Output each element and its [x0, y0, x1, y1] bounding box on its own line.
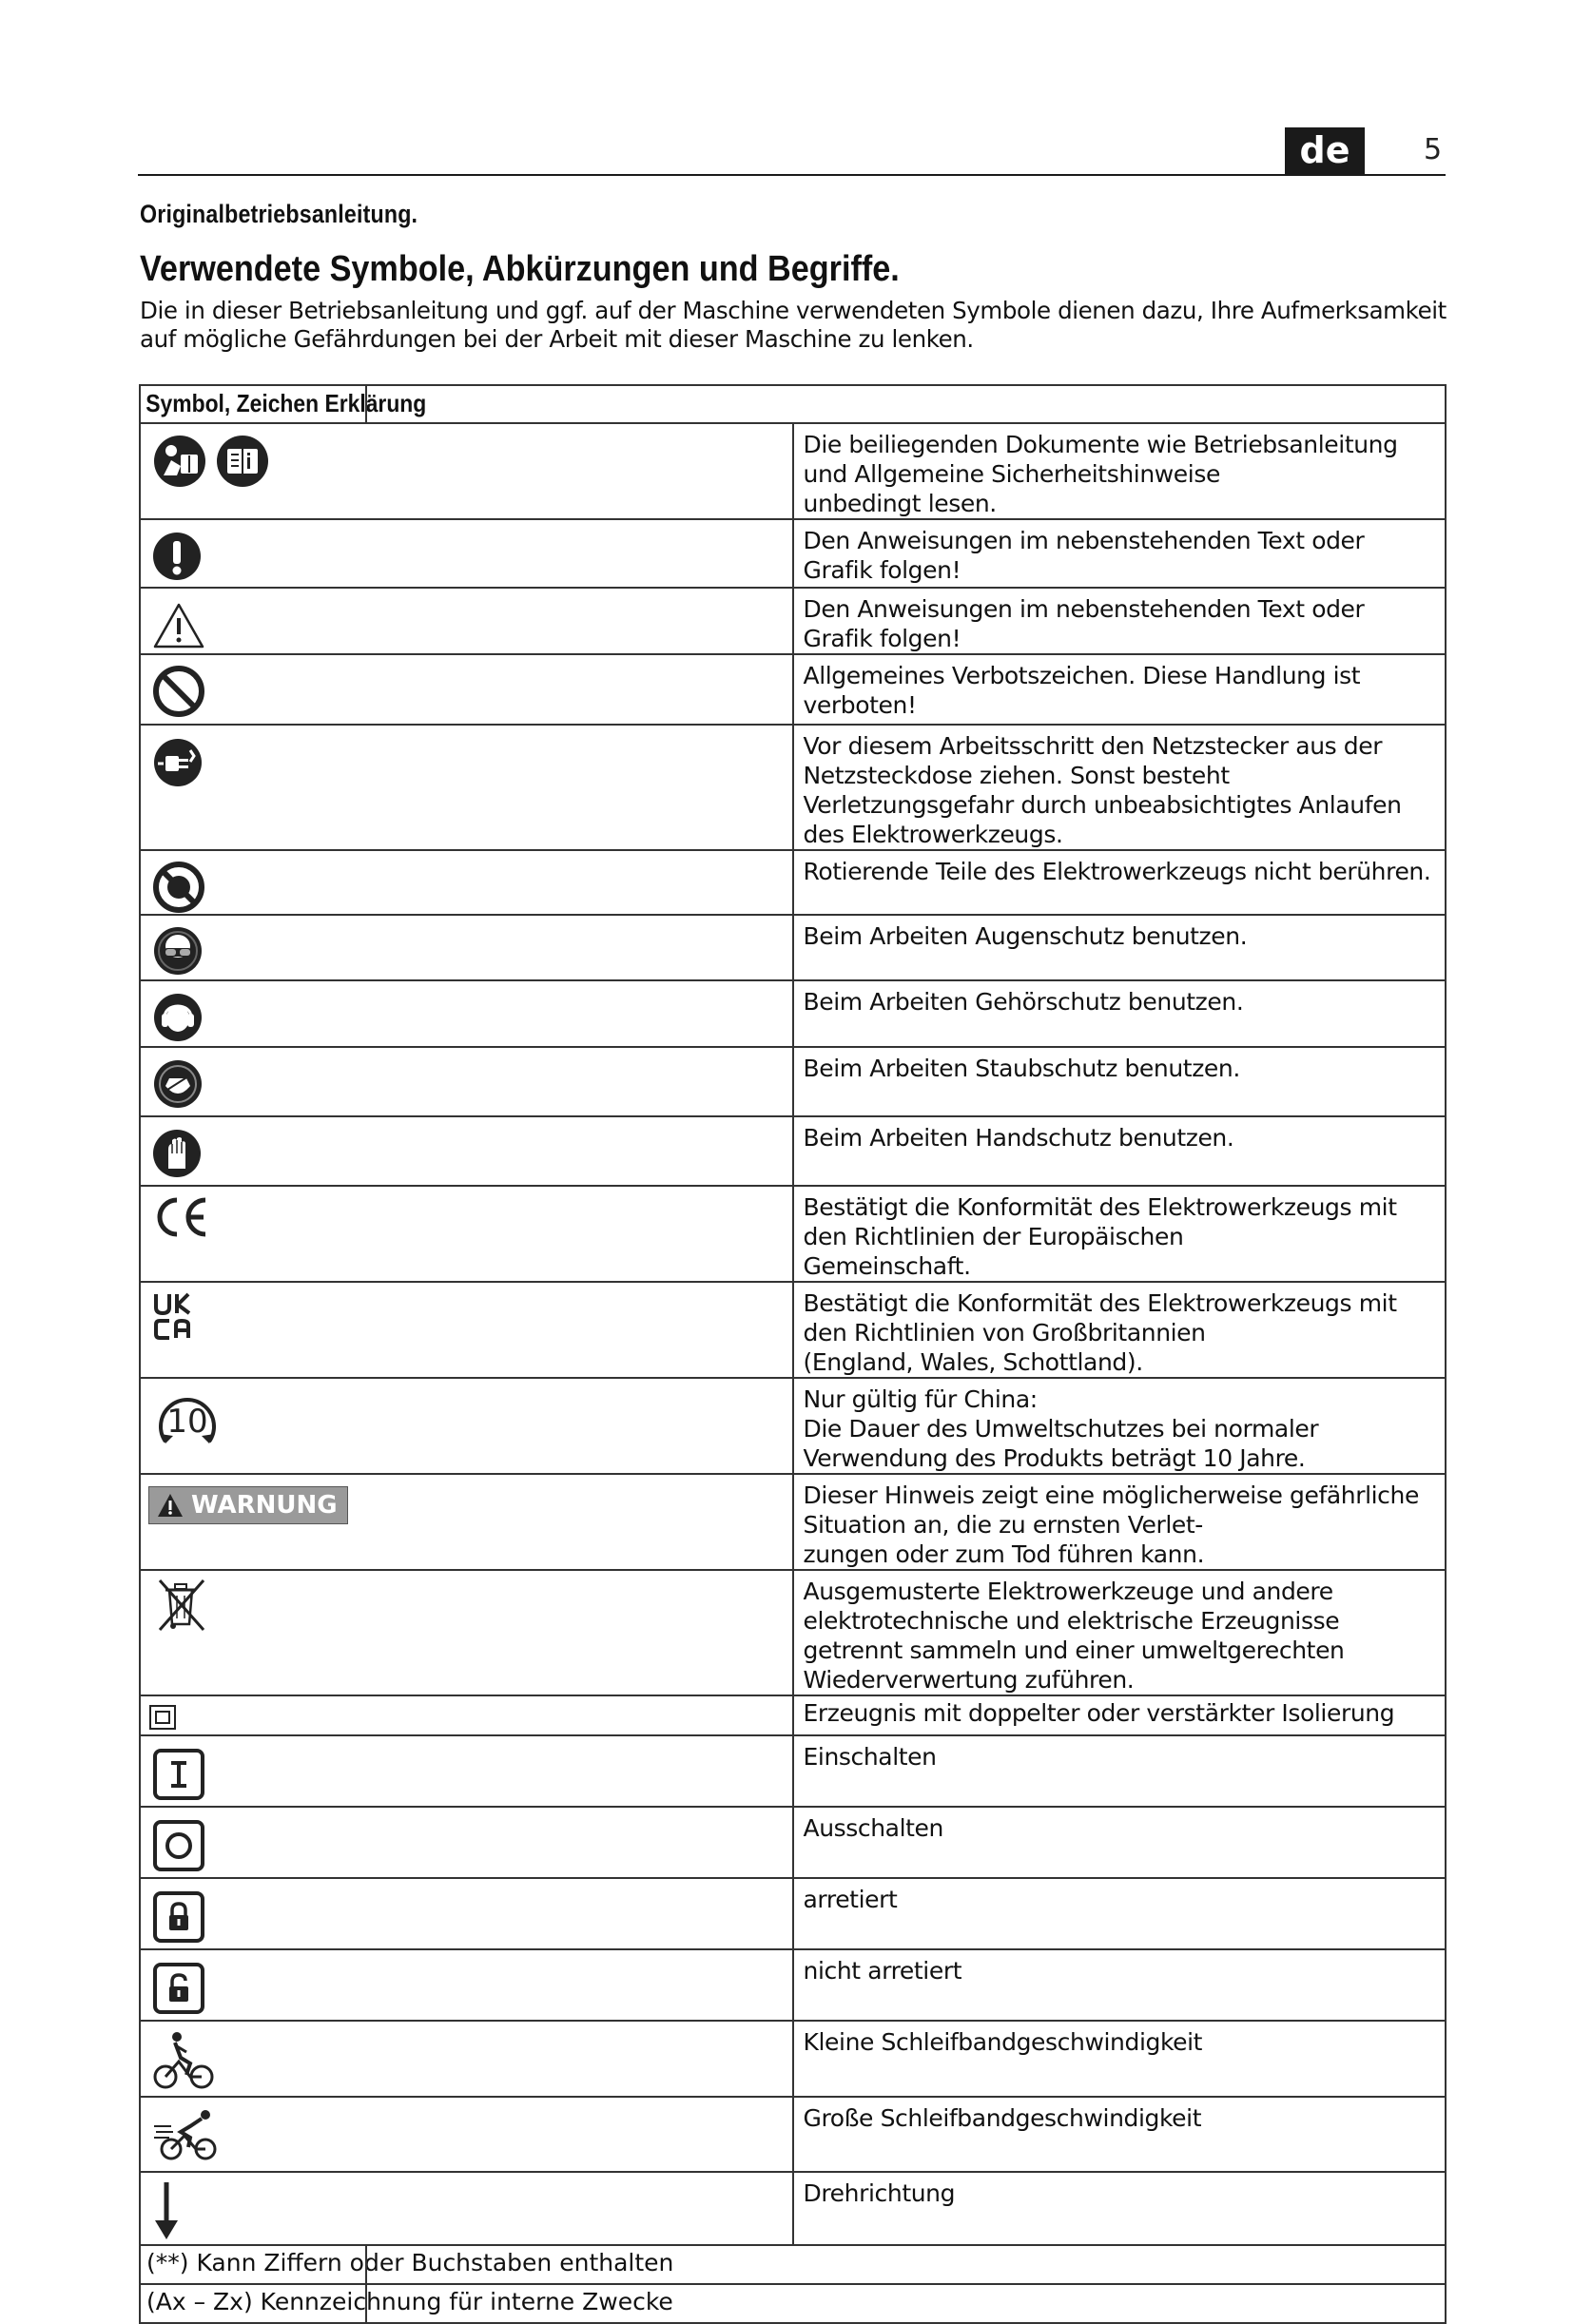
symbol-table	[139, 384, 1447, 2324]
explanation-line: Beim Arbeiten Staubschutz benutzen.	[803, 1055, 1240, 1082]
explanation-line: Die Dauer des Umweltschutzes bei normaler Verwendung des Produkts beträgt 10 Jahre.	[803, 1415, 1319, 1472]
symbol-cell	[140, 2097, 793, 2172]
section-title: Verwendete Symbole, Abkürzungen und Begriffe.	[140, 249, 900, 289]
prohibition-icon	[152, 665, 205, 718]
header-rule	[138, 174, 1446, 176]
warning-triangle-icon	[152, 602, 205, 649]
symbol-cell	[140, 1282, 793, 1378]
explanation-cell	[793, 850, 1447, 915]
explanation-line: Gemeinschaft.	[803, 1252, 971, 1280]
explanation-line: Erzeugnis mit doppelter oder verstärkter Isolierung	[803, 1699, 1395, 1727]
symbol-cell	[140, 1116, 793, 1186]
table-row	[140, 1735, 1446, 1807]
table-row	[140, 725, 1446, 850]
explanation-line: Beim Arbeiten Gehörschutz benutzen.	[803, 988, 1244, 1016]
intro-paragraph	[140, 297, 1452, 354]
dust-mask-icon	[152, 1057, 204, 1111]
warning-triangle-icon	[157, 1493, 184, 1518]
mandatory-exclamation-icon	[152, 530, 202, 583]
table-row	[140, 1570, 1446, 1695]
table-row	[140, 1116, 1446, 1186]
explanation-cell	[793, 1570, 1447, 1695]
explanation-line: (England, Wales, Schottland).	[803, 1348, 1143, 1376]
symbol-cell	[140, 1878, 793, 1949]
original-manual-label: Originalbetriebsanleitung.	[140, 200, 418, 228]
table-row	[140, 423, 1446, 519]
symbol-cell	[140, 2172, 793, 2245]
explanation-line: Nur gültig für China:	[803, 1385, 1038, 1413]
explanation-cell	[793, 423, 1447, 519]
table-row	[140, 1949, 1446, 2021]
table-row	[140, 980, 1446, 1047]
explanation-cell	[793, 1474, 1447, 1570]
unlocked-icon	[152, 1962, 205, 2015]
double-insulation-icon	[148, 1704, 177, 1731]
symbol-cell	[140, 1047, 793, 1116]
explanation-line: nicht arretiert	[803, 1957, 962, 1985]
table-row	[140, 1047, 1446, 1116]
symbol-cell	[140, 850, 793, 915]
footnote-internal-marking: (Ax – Zx) Kennzeichnung für interne Zwecke	[146, 2288, 673, 2315]
explanation-line: Ausgemusterte Elektrowerkzeuge und andere elektrotechnische und elektrische Erzeugnisse	[803, 1578, 1340, 1635]
table-footer-cell	[140, 2284, 1446, 2323]
explanation-cell	[793, 519, 1447, 588]
explanation-cell	[793, 1735, 1447, 1807]
explanation-line: Bestätigt die Konformität des Elektrowerkzeugs mit den Richtlinien der Europäischen	[803, 1193, 1397, 1250]
symbol-cell	[140, 423, 793, 519]
explanation-line: Verletzungsgefahr durch unbeabsichtigtes Anlaufen des Elektrowerkzeugs.	[803, 791, 1402, 848]
locked-icon	[152, 1890, 205, 1944]
explanation-cell	[793, 654, 1447, 725]
explanation-line: Einschalten	[803, 1743, 937, 1771]
explanation-cell	[793, 2021, 1447, 2097]
symbol-cell	[140, 1378, 793, 1474]
table-row	[140, 1695, 1446, 1735]
table-row	[140, 588, 1446, 654]
no-touch-rotating-icon	[152, 861, 205, 914]
eye-protection-icon	[152, 925, 204, 977]
table-row	[140, 519, 1446, 588]
table-footer-cell	[140, 2245, 1446, 2284]
unplug-icon	[152, 737, 204, 788]
table-row	[140, 1282, 1446, 1378]
explanation-cell	[793, 980, 1447, 1047]
gloves-icon	[152, 1127, 202, 1180]
fast-cyclist-icon	[152, 2105, 224, 2164]
explanation-cell	[793, 2172, 1447, 2245]
symbol-cell	[140, 725, 793, 850]
symbol-cell	[140, 654, 793, 725]
explanation-cell	[793, 1116, 1447, 1186]
intro-line: auf mögliche Gefährdungen bei der Arbeit mit dieser Maschine zu lenken.	[140, 325, 974, 353]
symbol-cell	[140, 1807, 793, 1878]
explanation-cell	[793, 1878, 1447, 1949]
explanation-line: Die beiliegenden Dokumente wie Betriebsanleitung und Allgemeine Sicherheitshinweise	[803, 431, 1398, 488]
explanation-cell	[793, 588, 1447, 654]
symbol-cell	[140, 1949, 793, 2021]
table-header-row	[140, 385, 1446, 423]
table-header: Symbol, Zeichen Erklärung	[146, 389, 427, 417]
ce-mark-icon	[152, 1194, 211, 1240]
explanation-line: Große Schleifbandgeschwindigkeit	[803, 2104, 1202, 2132]
rotation-arrow-icon	[152, 2180, 181, 2241]
explanation-cell	[793, 1186, 1447, 1282]
symbol-cell	[140, 2021, 793, 2097]
explanation-cell	[793, 1282, 1447, 1378]
ukca-mark-icon	[152, 1290, 194, 1342]
svg-text:10: 10	[166, 1403, 208, 1441]
explanation-cell	[793, 2097, 1447, 2172]
switch-off-icon	[152, 1819, 205, 1872]
explanation-line: Den Anweisungen im nebenstehenden Text oder Grafik folgen!	[803, 595, 1365, 652]
table-footer-row	[140, 2245, 1446, 2284]
table-row	[140, 1378, 1446, 1474]
symbol-cell	[140, 1735, 793, 1807]
table-row	[140, 654, 1446, 725]
symbol-cell	[140, 519, 793, 588]
explanation-line: Dieser Hinweis zeigt eine möglicherweise gefährliche Situation an, die zu ernsten Verlet-	[803, 1482, 1419, 1539]
read-manual-icon	[152, 434, 207, 489]
slow-cyclist-icon	[152, 2029, 217, 2092]
symbol-cell	[140, 980, 793, 1047]
ear-protection-icon	[152, 991, 204, 1044]
explanation-line: unbedingt lesen.	[803, 490, 997, 517]
explanation-line: Ausschalten	[803, 1814, 943, 1842]
explanation-line: Den Anweisungen im nebenstehenden Text oder Grafik folgen!	[803, 527, 1365, 584]
table-row	[140, 1807, 1446, 1878]
warning-badge	[148, 1486, 348, 1524]
explanation-cell	[793, 1949, 1447, 2021]
symbol-cell	[140, 1570, 793, 1695]
table-footer-row	[140, 2284, 1446, 2323]
symbol-cell	[140, 1186, 793, 1282]
explanation-cell	[793, 1378, 1447, 1474]
weee-bin-icon	[152, 1577, 209, 1634]
footnote-digits-letters: (**) Kann Ziffern oder Buchstaben enthalten	[146, 2249, 674, 2276]
table-row	[140, 2021, 1446, 2097]
explanation-line: Kleine Schleifbandgeschwindigkeit	[803, 2028, 1203, 2056]
table-row	[140, 2097, 1446, 2172]
explanation-line: Drehrichtung	[803, 2179, 956, 2207]
manual-book-icon	[215, 434, 270, 489]
table-row	[140, 915, 1446, 980]
explanation-line: zungen oder zum Tod führen kann.	[803, 1540, 1205, 1568]
explanation-cell	[793, 915, 1447, 980]
intro-line: Die in dieser Betriebsanleitung und ggf. auf der Maschine verwendeten Symbole dienen dazu, Ihre Aufmerksamkeit	[140, 297, 1447, 324]
explanation-line: Beim Arbeiten Handschutz benutzen.	[803, 1124, 1234, 1152]
table-row	[140, 1474, 1446, 1570]
explanation-line: Beim Arbeiten Augenschutz benutzen.	[803, 922, 1248, 950]
page-number: 5	[1424, 133, 1443, 166]
explanation-line: getrennt sammeln und einer umweltgerechten Wiederverwertung zuführen.	[803, 1636, 1345, 1694]
explanation-line: Bestätigt die Konformität des Elektrowerkzeugs mit den Richtlinien von Großbritannien	[803, 1289, 1397, 1346]
symbol-cell	[140, 915, 793, 980]
explanation-cell	[793, 725, 1447, 850]
explanation-line: Vor diesem Arbeitsschritt den Netzstecker aus der Netzsteckdose ziehen. Sonst besteht	[803, 732, 1383, 789]
switch-on-icon	[152, 1748, 205, 1801]
language-badge: de	[1285, 127, 1365, 174]
table-row	[140, 1878, 1446, 1949]
symbol-cell	[140, 1695, 793, 1735]
explanation-cell	[793, 1807, 1447, 1878]
explanation-cell	[793, 1695, 1447, 1735]
table-row	[140, 2172, 1446, 2245]
table-row	[140, 850, 1446, 915]
symbol-cell	[140, 1474, 793, 1570]
table-header-cell	[140, 385, 1446, 423]
table-row	[140, 1186, 1446, 1282]
symbol-cell	[140, 588, 793, 654]
explanation-line: arretiert	[803, 1886, 898, 1913]
explanation-line: Rotierende Teile des Elektrowerkzeugs nicht berühren.	[803, 858, 1431, 885]
warning-badge-label: WARNUNG	[191, 1491, 338, 1520]
explanation-cell	[793, 1047, 1447, 1116]
china-efup-10-icon	[152, 1386, 223, 1459]
explanation-line: Allgemeines Verbotszeichen. Diese Handlung ist verboten!	[803, 662, 1361, 719]
